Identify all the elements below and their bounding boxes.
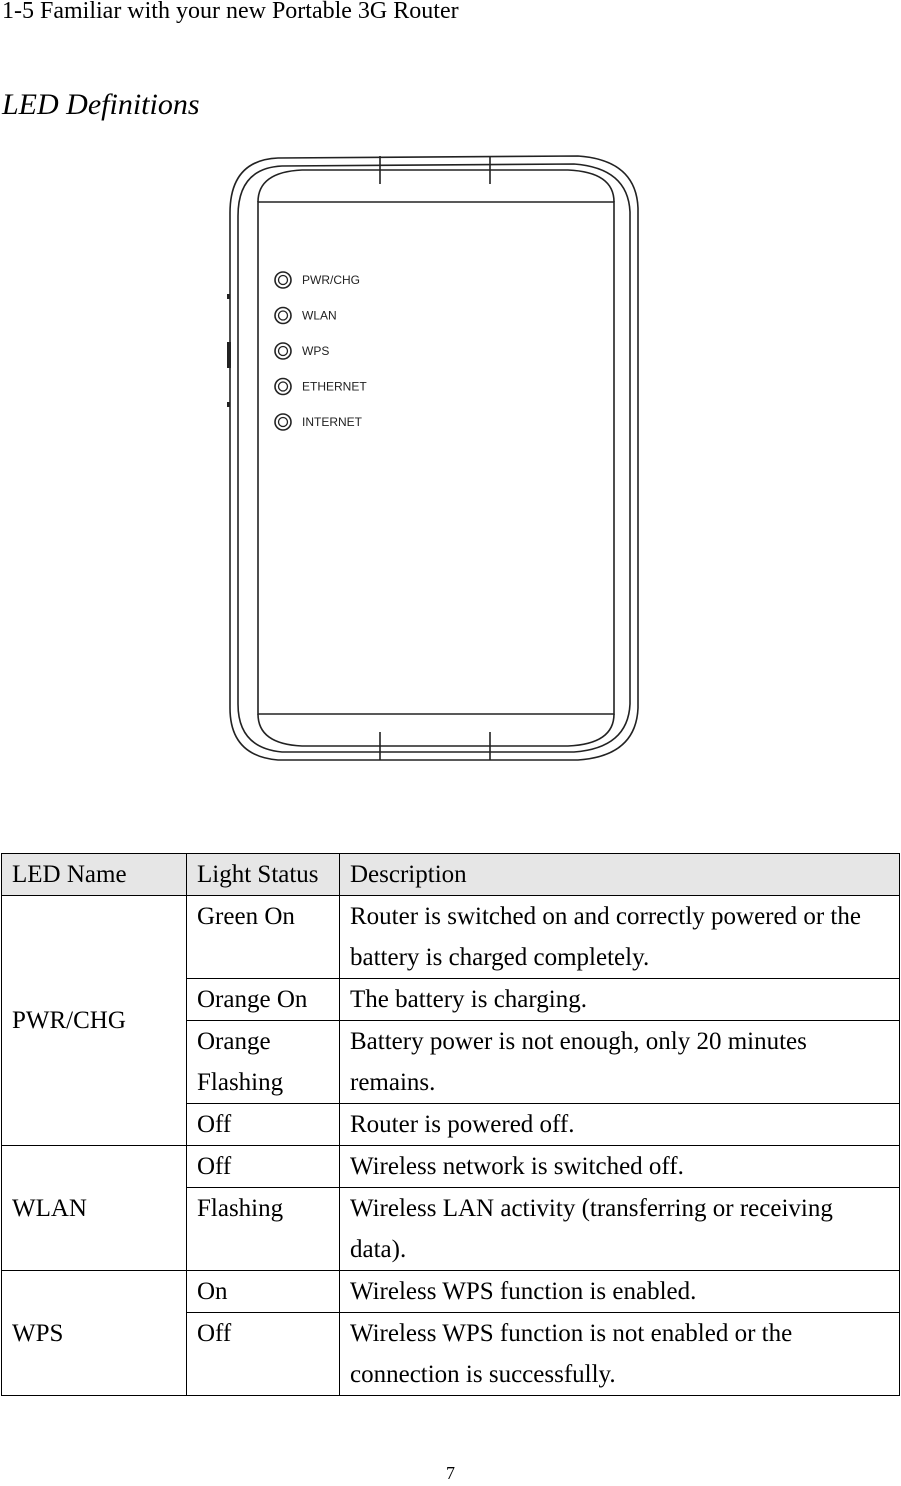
led-indicator-inner-2 [279,347,288,356]
page-number: 7 [446,1463,455,1483]
header-light-status: Light Status [187,854,340,896]
led-indicator-4 [275,414,291,430]
description-cell: Wireless WPS function is enabled. [340,1271,900,1313]
section-heading: 1-5 Familiar with your new Portable 3G Router [2,0,459,24]
led-indicator-1 [275,308,291,324]
led-label: WPS [302,344,330,358]
description-cell: The battery is charging. [340,979,900,1021]
description-cell: Wireless network is switched off. [340,1146,900,1188]
light-status-cell: Flashing [187,1188,340,1271]
led-name-cell: WLAN [2,1146,187,1271]
led-label: ETHERNET [302,379,367,394]
led-name-cell: PWR/CHG [2,896,187,1146]
light-status-cell: Off [187,1104,340,1146]
light-status-cell: Orange Flashing [187,1021,340,1104]
table-header-row [2,854,900,896]
led-definitions-table [1,853,900,1396]
light-status-cell: Off [187,1146,340,1188]
table-row [2,896,900,979]
led-indicator-inner-1 [279,311,288,320]
description-cell: Wireless WPS function is not enabled or the connection is successfully. [340,1313,900,1396]
led-indicator-inner-3 [279,382,288,391]
led-definitions-heading: LED Definitions [2,88,200,121]
table-row [2,1271,900,1313]
light-status-cell: Off [187,1313,340,1396]
led-label: INTERNET [302,415,362,429]
led-indicator-2 [275,343,291,359]
table-row [2,1146,900,1188]
description-cell: Battery power is not enough, only 20 minutes remains. [340,1021,900,1104]
light-status-cell: Green On [187,896,340,979]
router-illustration [218,148,648,768]
description-cell: Router is powered off. [340,1104,900,1146]
light-status-cell: On [187,1271,340,1313]
led-label: WLAN [302,308,337,323]
led-indicator-0 [275,272,291,288]
description-cell: Wireless LAN activity (transferring or receiving data). [340,1188,900,1271]
led-indicator-inner-4 [279,418,288,427]
led-indicator-3 [275,379,291,395]
led-indicator-inner-0 [279,276,288,285]
led-name-cell: WPS [2,1271,187,1396]
description-cell: Router is switched on and correctly powered or the battery is charged completely. [340,896,900,979]
light-status-cell: Orange On [187,979,340,1021]
header-description: Description [340,854,900,896]
header-led-name: LED Name [2,854,187,896]
led-label: PWR/CHG [302,273,360,287]
